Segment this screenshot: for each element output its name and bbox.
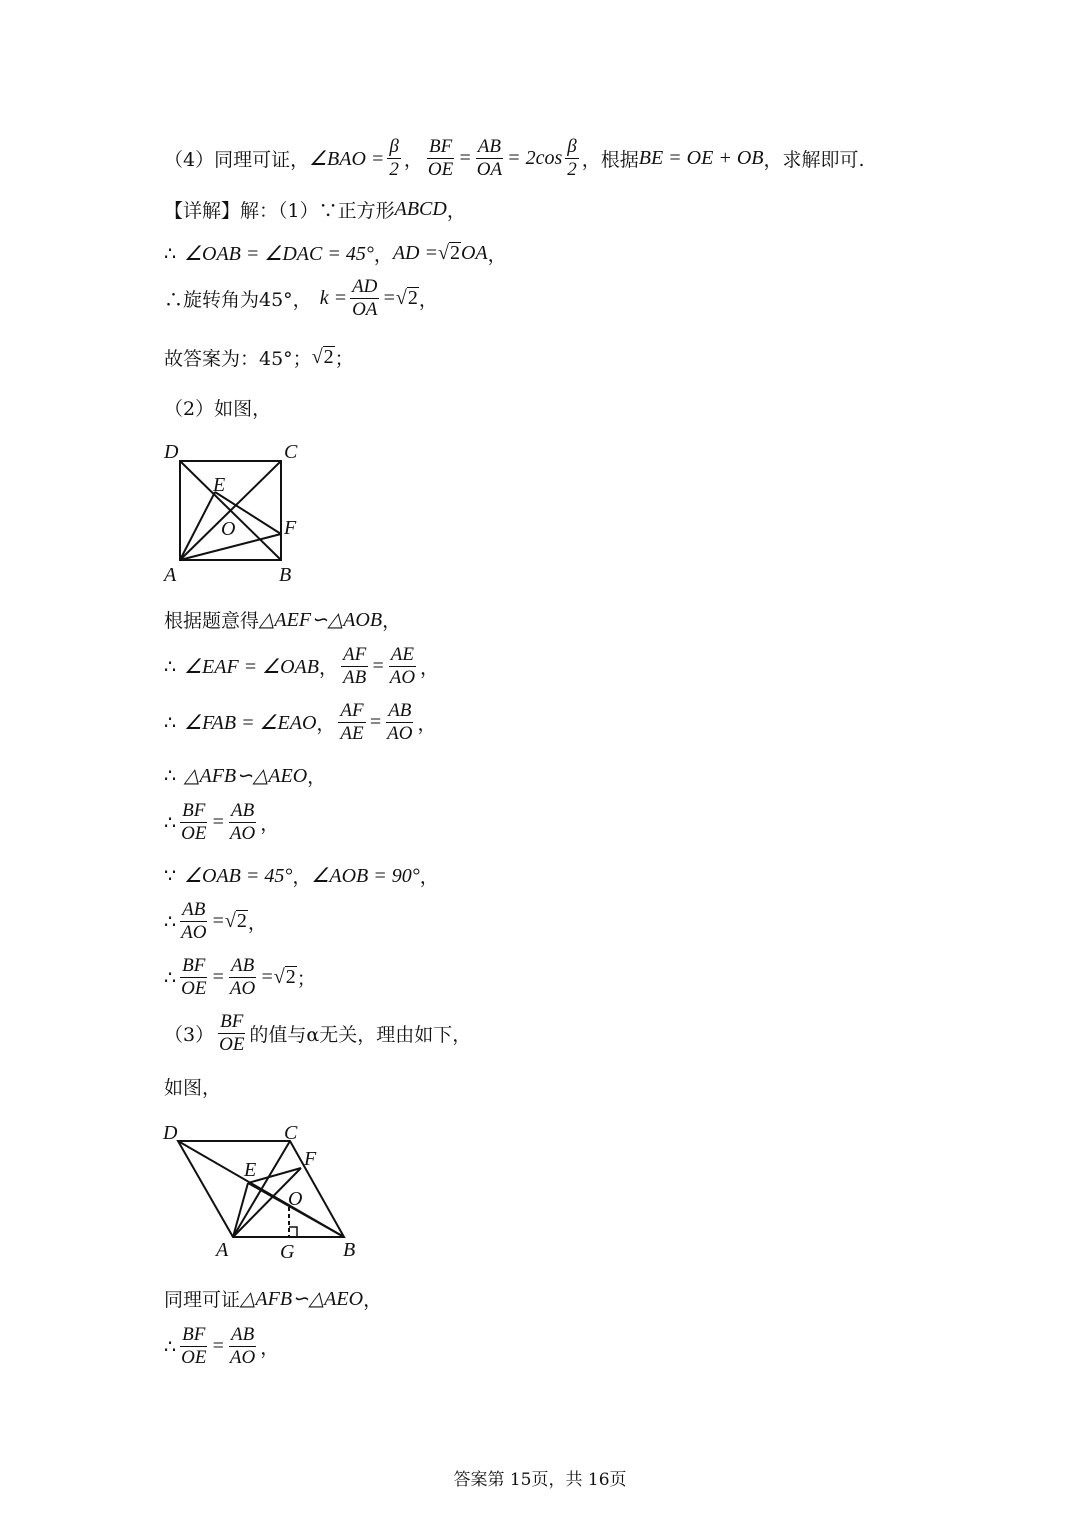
text: ， [419, 866, 439, 888]
math: = [368, 711, 383, 733]
detail-heading [164, 196, 466, 223]
text: ， [417, 713, 437, 735]
page-footer: 答案第 15页，共 16页 [453, 1470, 627, 1490]
sqrt: √2 [224, 910, 247, 932]
math: = [211, 1335, 225, 1357]
text: （3） [164, 1024, 215, 1046]
fraction: $\frac{AB}{AO}$ [229, 800, 256, 844]
math: ∠AOB = 90° [311, 865, 420, 887]
solution-line [164, 899, 267, 944]
text: ， [418, 289, 438, 311]
text: ，根据 [581, 149, 639, 171]
label-O: O [288, 1188, 303, 1210]
math: = [371, 655, 385, 677]
label-B: B [343, 1239, 356, 1261]
math: = [211, 966, 225, 988]
solution-line [164, 800, 279, 845]
text: ， [247, 912, 267, 934]
fraction: $\frac{AB}{OA}$ [476, 136, 503, 180]
math: ∠OAB = ∠DAC = 45° [184, 243, 374, 265]
step4-summary [164, 136, 865, 181]
solution-line [164, 1285, 382, 1312]
text: 的值与α无关，理由如下， [249, 1024, 472, 1046]
fraction: $\frac{BF}{OE}$ [181, 1324, 207, 1368]
math: ∠FAB = ∠EAO [184, 712, 317, 734]
math: △AFB∽△AEO [240, 1288, 364, 1310]
fraction: $\frac{BF}{OE}$ [219, 1011, 245, 1055]
math: AD = [392, 242, 438, 264]
sqrt: √2 [273, 966, 296, 988]
parallelogram-figure [160, 1118, 370, 1268]
solution-line [164, 1324, 279, 1369]
label-F: F [284, 517, 297, 539]
text: ， [307, 766, 327, 788]
label-E: E [213, 474, 226, 496]
math: = [458, 147, 472, 169]
solution-line [164, 240, 507, 267]
part3-heading [164, 1011, 471, 1056]
figure-intro [164, 1073, 221, 1100]
text: ∴ [164, 910, 177, 933]
fraction: $\frac{BF}{OE}$ [427, 136, 454, 180]
math: ∠EAF = ∠OAB [184, 656, 319, 678]
text: ∴ [164, 242, 177, 265]
text: ∴旋转角为45°， [164, 289, 312, 311]
answer-line [164, 344, 354, 371]
label-D: D [164, 441, 179, 463]
text: ， [446, 200, 466, 222]
math: ∠OAB = 45° [184, 865, 293, 887]
label-A: A [164, 564, 177, 586]
fraction: $\frac{\beta}{2}$ [389, 136, 399, 180]
fraction: $\frac{AB}{AO}$ [181, 899, 207, 943]
math: △AFB∽△AEO [184, 765, 308, 787]
fraction: $\frac{AB}{AO}$ [229, 955, 256, 999]
math: ∠BAO = [309, 148, 385, 170]
text: 故答案为：45°； [164, 348, 312, 370]
text: （4）同理可证， [164, 149, 310, 171]
text: ∵ [164, 864, 177, 887]
fraction: $\frac{AB}{AO}$ [387, 700, 413, 744]
text: ， [373, 244, 393, 266]
text: ， [316, 713, 336, 735]
text: （2）如图， [164, 398, 272, 420]
text: ， [382, 610, 402, 632]
label-C: C [284, 1122, 298, 1144]
label-F: F [304, 1148, 317, 1170]
text: ， [420, 657, 440, 679]
solution-line [164, 606, 401, 633]
math: BE = OE + OB [638, 147, 764, 169]
text: ， [260, 1337, 280, 1359]
solution-line [164, 955, 316, 1000]
math: = [260, 966, 274, 988]
text: ∴ [164, 966, 177, 989]
text: ， [363, 1289, 383, 1311]
text: ， [260, 813, 280, 835]
text: ∴ [164, 811, 177, 834]
solution-line [164, 644, 439, 689]
label-G: G [280, 1241, 295, 1263]
label-D: D [163, 1122, 178, 1144]
sqrt: √2 [311, 346, 334, 368]
text: ， [487, 244, 507, 266]
label-C: C [284, 441, 298, 463]
text: ， [318, 657, 338, 679]
text: ，求解即可. [763, 149, 865, 171]
label-A: A [216, 1239, 229, 1261]
text: ∴ [164, 711, 177, 734]
math: k = [319, 287, 348, 309]
text: ， [403, 149, 423, 171]
text: ∴ [164, 1335, 177, 1358]
fraction: $\frac{BF}{OE}$ [181, 800, 207, 844]
text: 根据题意得 [164, 610, 260, 632]
label-O: O [221, 518, 236, 540]
math: ABCD [394, 198, 447, 220]
text: ∴ [164, 655, 177, 678]
text: 解：（1）∵正方形 [240, 200, 395, 222]
math: = [211, 811, 225, 833]
math: OA [460, 242, 488, 264]
text: 如图， [164, 1077, 222, 1099]
fraction: $\frac{BF}{OE}$ [181, 955, 207, 999]
fraction: $\frac{AB}{AO}$ [229, 1324, 256, 1368]
text: ∴ [164, 764, 177, 787]
math: = 2cos [507, 147, 563, 169]
math: = [382, 287, 396, 309]
solution-line [164, 762, 326, 789]
part2-heading [164, 394, 271, 421]
text: 同理可证 [164, 1289, 241, 1311]
detail-label: 【详解】 [164, 200, 241, 222]
fraction: $\frac{AF}{AB}$ [343, 644, 367, 688]
math: = [211, 910, 225, 932]
text: ； [296, 968, 316, 990]
fraction: $\frac{AE}{AO}$ [389, 644, 416, 688]
label-E: E [244, 1159, 257, 1181]
solution-line [164, 276, 438, 321]
fraction: $\frac{AF}{AE}$ [340, 700, 364, 744]
fraction: $\frac{\beta}{2}$ [567, 136, 577, 180]
sqrt: √2 [438, 242, 460, 264]
sqrt: √2 [395, 287, 418, 309]
fraction: $\frac{AD}{OA}$ [352, 276, 378, 320]
square-figure [160, 436, 310, 586]
text: ， [292, 866, 312, 888]
text: ； [334, 348, 354, 370]
solution-line [164, 862, 439, 889]
math: △AEF∽△AOB [259, 609, 383, 631]
label-B: B [279, 564, 292, 586]
solution-line [164, 700, 436, 745]
